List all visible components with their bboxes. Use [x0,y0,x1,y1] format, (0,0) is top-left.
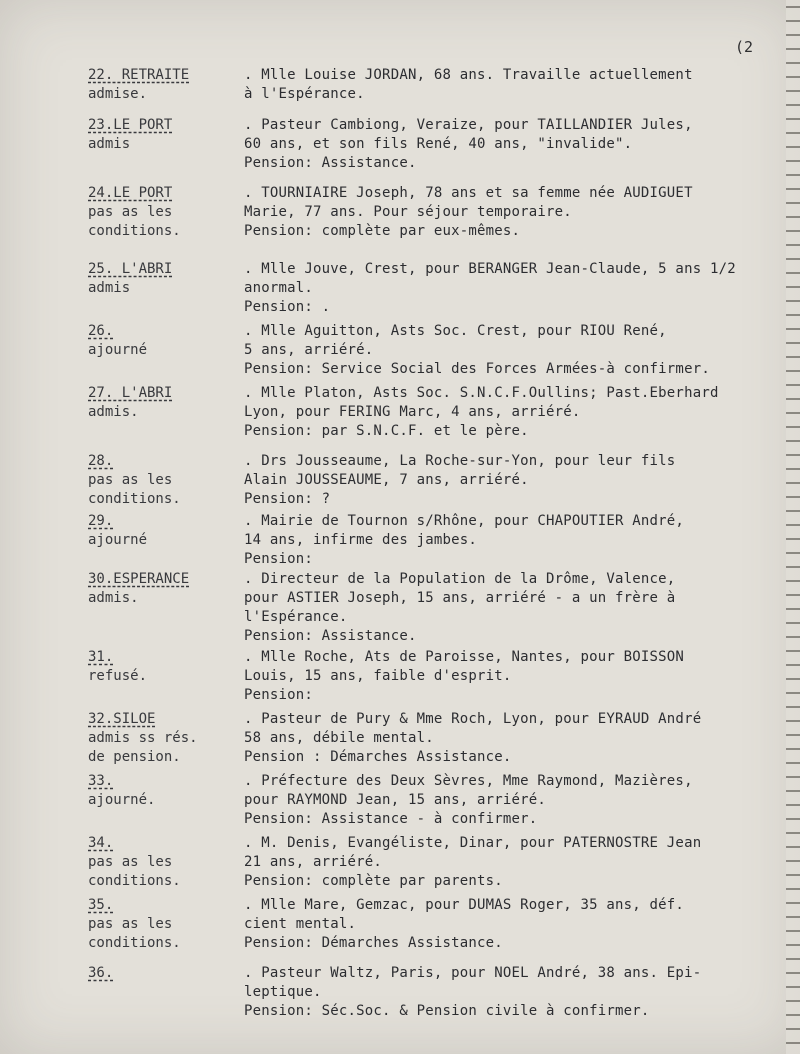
entry-status-line: ajourné [88,532,148,548]
entry-status [88,116,238,154]
entry-body-line: Pension: [244,687,314,703]
entry-body-line: Pension: . [244,299,331,315]
entry-number-label: 31. [88,649,114,665]
entry-body-line: Pension: complète par eux-mêmes. [244,223,521,239]
entry-number-label: 27. L'ABRI [88,385,173,401]
entry-status-line: admis. [88,590,139,606]
entry-status [88,772,238,810]
entry-body [244,66,789,104]
entry-status [88,452,238,509]
entry-status-line: conditions. [88,491,181,507]
entry-body-line: 5 ans, arriéré. [244,342,374,358]
entry-number-label: 36. [88,965,114,981]
entry-status-line: refusé. [88,668,148,684]
entry-body-line: Louis, 15 ans, faible d'esprit. [244,668,512,684]
entry-body-line: Pension: ? [244,491,331,507]
entry-status-line: conditions. [88,873,181,889]
entry-body-line: pour ASTIER Joseph, 15 ans, arriéré - a un frère à [244,590,676,606]
entry-status-line: conditions. [88,223,181,239]
entry-body [244,452,789,509]
entry-body-line: Pension: Assistance. [244,155,417,171]
entry-status-line: conditions. [88,935,181,951]
entry-number-label: 22. RETRAITE [88,67,190,83]
entry-body-line: . M. Denis, Evangéliste, Dinar, pour PATERNOSTRE Jean [244,835,702,851]
entry-body [244,896,789,953]
entry-status-line: admise. [88,86,148,102]
entry-status [88,260,238,298]
entry-body [244,710,789,767]
entry-body-line: . Pasteur Cambiong, Veraize, pour TAILLANDIER Jules, [244,117,693,133]
entry-body-line: . Pasteur Waltz, Paris, pour NOEL André, 38 ans. Epi- [244,965,702,981]
entry-body [244,648,789,705]
entry-body-line: Pension: Séc.Soc. & Pension civile à confirmer. [244,1003,650,1019]
entry-number-label: 26. [88,323,114,339]
entry-body-line: Pension: Assistance. [244,628,417,644]
entry-status [88,834,238,891]
entry-body-line: 21 ans, arriéré. [244,854,383,870]
entry-body-line: 60 ans, et son fils René, 40 ans, "invalide". [244,136,633,152]
entry-body-line: Pension: [244,551,314,567]
entry-status-line: admis ss rés. [88,730,198,746]
entry-body [244,116,789,173]
entry-body-line: anormal. [244,280,314,296]
entry-status-line: ajourné. [88,792,156,808]
entry-body-line: . Préfecture des Deux Sèvres, Mme Raymond, Mazières, [244,773,693,789]
entry-body [244,570,789,646]
entry-body [244,834,789,891]
entry-number-label: 23.LE PORT [88,117,173,133]
entry-status-line: pas as les [88,916,173,932]
entry-body-line: 14 ans, infirme des jambes. [244,532,477,548]
entry-number-label: 33. [88,773,114,789]
entry-body [244,772,789,829]
entry-body [244,322,789,379]
entry-body-line: l'Espérance. [244,609,348,625]
entry-body-line: . Mlle Aguitton, Asts Soc. Crest, pour RIOU René, [244,323,667,339]
entry-status [88,184,238,241]
entry-status-line: admis [88,136,131,152]
entry-status-line: pas as les [88,204,173,220]
entry-body-line: . Directeur de la Population de la Drôme, Valence, [244,571,676,587]
entry-body-line: cient mental. [244,916,357,932]
page-number: (2 [735,38,754,56]
entry-body [244,260,789,317]
entry-number-label: 30.ESPERANCE [88,571,190,587]
entry-status [88,896,238,953]
entry-body-line: . Mairie de Tournon s/Rhône, pour CHAPOUTIER André, [244,513,685,529]
entry-body-line: . Pasteur de Pury & Mme Roch, Lyon, pour EYRAUD André [244,711,702,727]
entry-status [88,322,238,360]
entry-body-line: . Mlle Roche, Ats de Paroisse, Nantes, pour BOISSON [244,649,685,665]
entry-body-line: Pension: par S.N.C.F. et le père. [244,423,529,439]
entry-number-label: 28. [88,453,114,469]
entry-body [244,384,789,441]
entry-body-line: Marie, 77 ans. Pour séjour temporaire. [244,204,572,220]
entry-status-line: ajourné [88,342,148,358]
entry-status [88,710,238,767]
entry-status [88,964,238,983]
entry-body-line: 58 ans, débile mental. [244,730,434,746]
entry-body-line: Pension: Service Social des Forces Armées-à confirmer. [244,361,710,377]
entry-status-line: admis [88,280,131,296]
entry-body [244,184,789,241]
entry-status [88,66,238,104]
entry-status [88,648,238,686]
entry-number-label: 25. L'ABRI [88,261,173,277]
entry-body-line: . TOURNIAIRE Joseph, 78 ans et sa femme née AUDIGUET [244,185,693,201]
entry-body [244,512,789,569]
entry-body-line: . Mlle Platon, Asts Soc. S.N.C.F.Oullins; Past.Eberhard [244,385,719,401]
entry-number-label: 29. [88,513,114,529]
entry-body-line: leptique. [244,984,322,1000]
entry-number-label: 24.LE PORT [88,185,173,201]
entry-body-line: . Mlle Louise JORDAN, 68 ans. Travaille actuellement [244,67,693,83]
entry-body-line: Lyon, pour FERING Marc, 4 ans, arriéré. [244,404,581,420]
entry-body-line: Pension: complète par parents. [244,873,503,889]
entry-status [88,512,238,550]
entry-status [88,570,238,608]
entry-body-line: Pension: Assistance - à confirmer. [244,811,538,827]
entry-number-label: 35. [88,897,114,913]
entry-number-label: 32.SILOE [88,711,156,727]
entry-status-line: de pension. [88,749,181,765]
entry-status-line: pas as les [88,854,173,870]
entry-body-line: Pension : Démarches Assistance. [244,749,512,765]
entry-body-line: . Mlle Jouve, Crest, pour BERANGER Jean-Claude, 5 ans 1/2 [244,261,736,277]
entry-status-line: pas as les [88,472,173,488]
entry-status-line: admis. [88,404,139,420]
entry-body [244,964,789,1021]
entry-body-line: pour RAYMOND Jean, 15 ans, arriéré. [244,792,547,808]
entry-body-line: . Drs Jousseaume, La Roche-sur-Yon, pour leur fils [244,453,676,469]
entry-body-line: Alain JOUSSEAUME, 7 ans, arriéré. [244,472,529,488]
entry-body-line: . Mlle Mare, Gemzac, pour DUMAS Roger, 35 ans, déf. [244,897,685,913]
entry-body-line: Pension: Démarches Assistance. [244,935,503,951]
entry-body-line: à l'Espérance. [244,86,365,102]
entry-number-label: 34. [88,835,114,851]
entry-status [88,384,238,422]
